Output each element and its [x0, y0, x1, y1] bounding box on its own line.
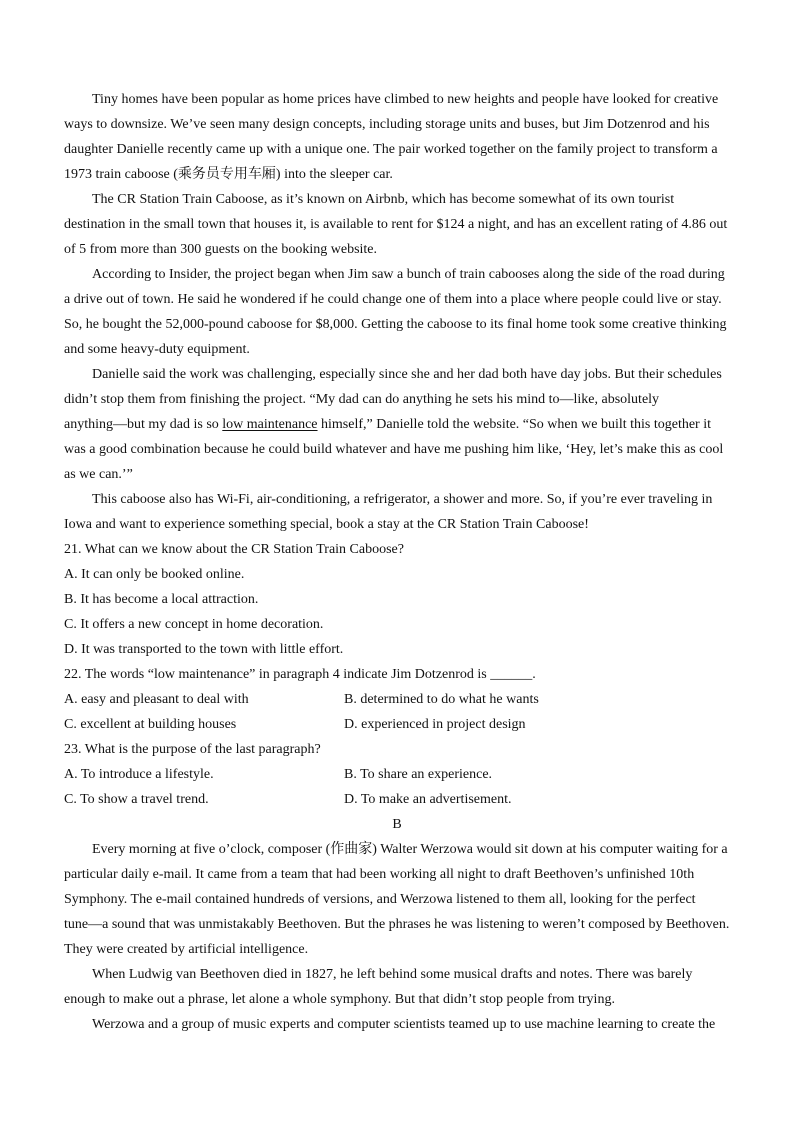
text-line: When Ludwig van Beethoven died in 1827, he left behind some musical drafts and notes. There was barely	[92, 967, 693, 982]
text-line: particular daily e-mail. It came from a team that had been working all night to draft Beethoven’s unfinished 10th	[64, 867, 695, 882]
text-line: The CR Station Train Caboose, as it’s known on Airbnb, which has become somewhat of its own tourist	[92, 192, 675, 207]
option-row	[64, 787, 734, 812]
passage-b-paragraph-3	[64, 1012, 734, 1037]
text-line: enough to make out a phrase, let alone a whole symphony. But that didn’t stop people from trying.	[64, 992, 615, 1007]
option-row	[64, 712, 734, 737]
passage-b-paragraph-1	[64, 837, 734, 962]
passage-b-paragraph-2	[64, 962, 734, 1012]
question-22	[64, 662, 734, 737]
option-c: C. excellent at building houses	[64, 717, 237, 732]
option-b: B. determined to do what he wants	[344, 692, 539, 707]
option-a: A. It can only be booked online.	[64, 567, 245, 582]
text-line: Danielle said the work was challenging, especially since she and her dad both have day jobs. But their schedules	[92, 367, 722, 382]
option-c: C. It offers a new concept in home decoration.	[64, 617, 324, 632]
text-line: a drive out of town. He said he wondered if he could change one of them into a place where people could live or stay.	[64, 292, 722, 307]
underlined-phrase: low maintenance	[222, 417, 318, 432]
question-stem: 22. The words “low maintenance” in paragraph 4 indicate Jim Dotzenrod is ______.	[64, 667, 536, 682]
passage-a-paragraph-1	[64, 87, 734, 187]
question-stem: 21. What can we know about the CR Station Train Caboose?	[64, 542, 404, 557]
option-d: D. To make an advertisement.	[344, 792, 512, 807]
text-line: Tiny homes have been popular as home prices have climbed to new heights and people have looked for creative	[92, 92, 719, 107]
option-d: D. It was transported to the town with little effort.	[64, 642, 344, 657]
section-heading: B	[392, 817, 402, 832]
text-segment: himself,” Danielle told the website. “So when we built this together it	[317, 417, 712, 432]
text-line: Iowa and want to experience something special, book a stay at the CR Station Train Caboose!	[64, 517, 589, 532]
question-21	[64, 537, 734, 662]
passage-a	[64, 87, 734, 537]
passage-a-paragraph-4	[64, 362, 734, 487]
text-line: They were created by artificial intelligence.	[64, 942, 309, 957]
option-c: C. To show a travel trend.	[64, 792, 209, 807]
passage-a-paragraph-3	[64, 262, 734, 362]
option-a: A. To introduce a lifestyle.	[64, 767, 214, 782]
text-line: 1973 train caboose (乘务员专用车厢) into the sleeper car.	[64, 167, 393, 182]
text-line: ways to downsize. We’ve seen many design concepts, including storage units and buses, but Jim Dotzenrod and his	[64, 117, 710, 132]
text-line: destination in the small town that houses it, is available to rent for $124 a night, and has an excellent rating of 4.86 out	[64, 217, 728, 232]
option-a: A. easy and pleasant to deal with	[64, 692, 249, 707]
passage-a-paragraph-2	[64, 187, 734, 262]
option-d: D. experienced in project design	[344, 717, 526, 732]
text-line: daughter Danielle recently came up with a unique one. The pair worked together on the family project to transform a	[64, 142, 718, 157]
text-line: This caboose also has Wi-Fi, air-conditioning, a refrigerator, a shower and more. So, if you’re ever traveling in	[92, 492, 713, 507]
text-line: didn’t stop them from finishing the project. “My dad can do anything he sets his mind to—like, absolutely	[64, 392, 660, 407]
passage-b	[64, 812, 734, 1037]
text-line: Every morning at five o’clock, composer (作曲家) Walter Werzowa would sit down at his computer waiting for a	[92, 842, 728, 857]
text-line: tune—a sound that was unmistakably Beethoven. But the phrases he was listening to weren’t composed by Beethoven.	[64, 917, 730, 932]
questions	[64, 537, 734, 812]
text-line: Symphony. The e-mail contained hundreds of versions, and Werzowa listened to them all, looking for the perfect	[64, 892, 696, 907]
option-b: B. To share an experience.	[344, 767, 493, 782]
page-content	[64, 87, 734, 1037]
question-23	[64, 737, 734, 812]
passage-a-paragraph-5	[64, 487, 734, 537]
text-line: as we can.’”	[64, 467, 133, 482]
question-stem: 23. What is the purpose of the last paragraph?	[64, 742, 321, 757]
text-segment: anything—but my dad is so	[64, 417, 223, 432]
text-line: of 5 from more than 300 guests on the booking website.	[64, 242, 378, 257]
text-line: Werzowa and a group of music experts and computer scientists teamed up to use machine learning to create the	[92, 1017, 716, 1032]
text-line: According to Insider, the project began when Jim saw a bunch of train cabooses along the side of the road during	[92, 267, 725, 282]
option-row	[64, 762, 734, 787]
text-line: So, he bought the 52,000-pound caboose for $8,000. Getting the caboose to its final home took some creative thinking	[64, 317, 727, 332]
text-line: and some heavy-duty equipment.	[64, 342, 250, 357]
option-row	[64, 687, 734, 712]
option-b: B. It has become a local attraction.	[64, 592, 259, 607]
text-line	[64, 412, 734, 437]
text-line: was a good combination because he could build whatever and have me pushing him like, ‘Hey, let’s make this as cool	[64, 442, 724, 457]
